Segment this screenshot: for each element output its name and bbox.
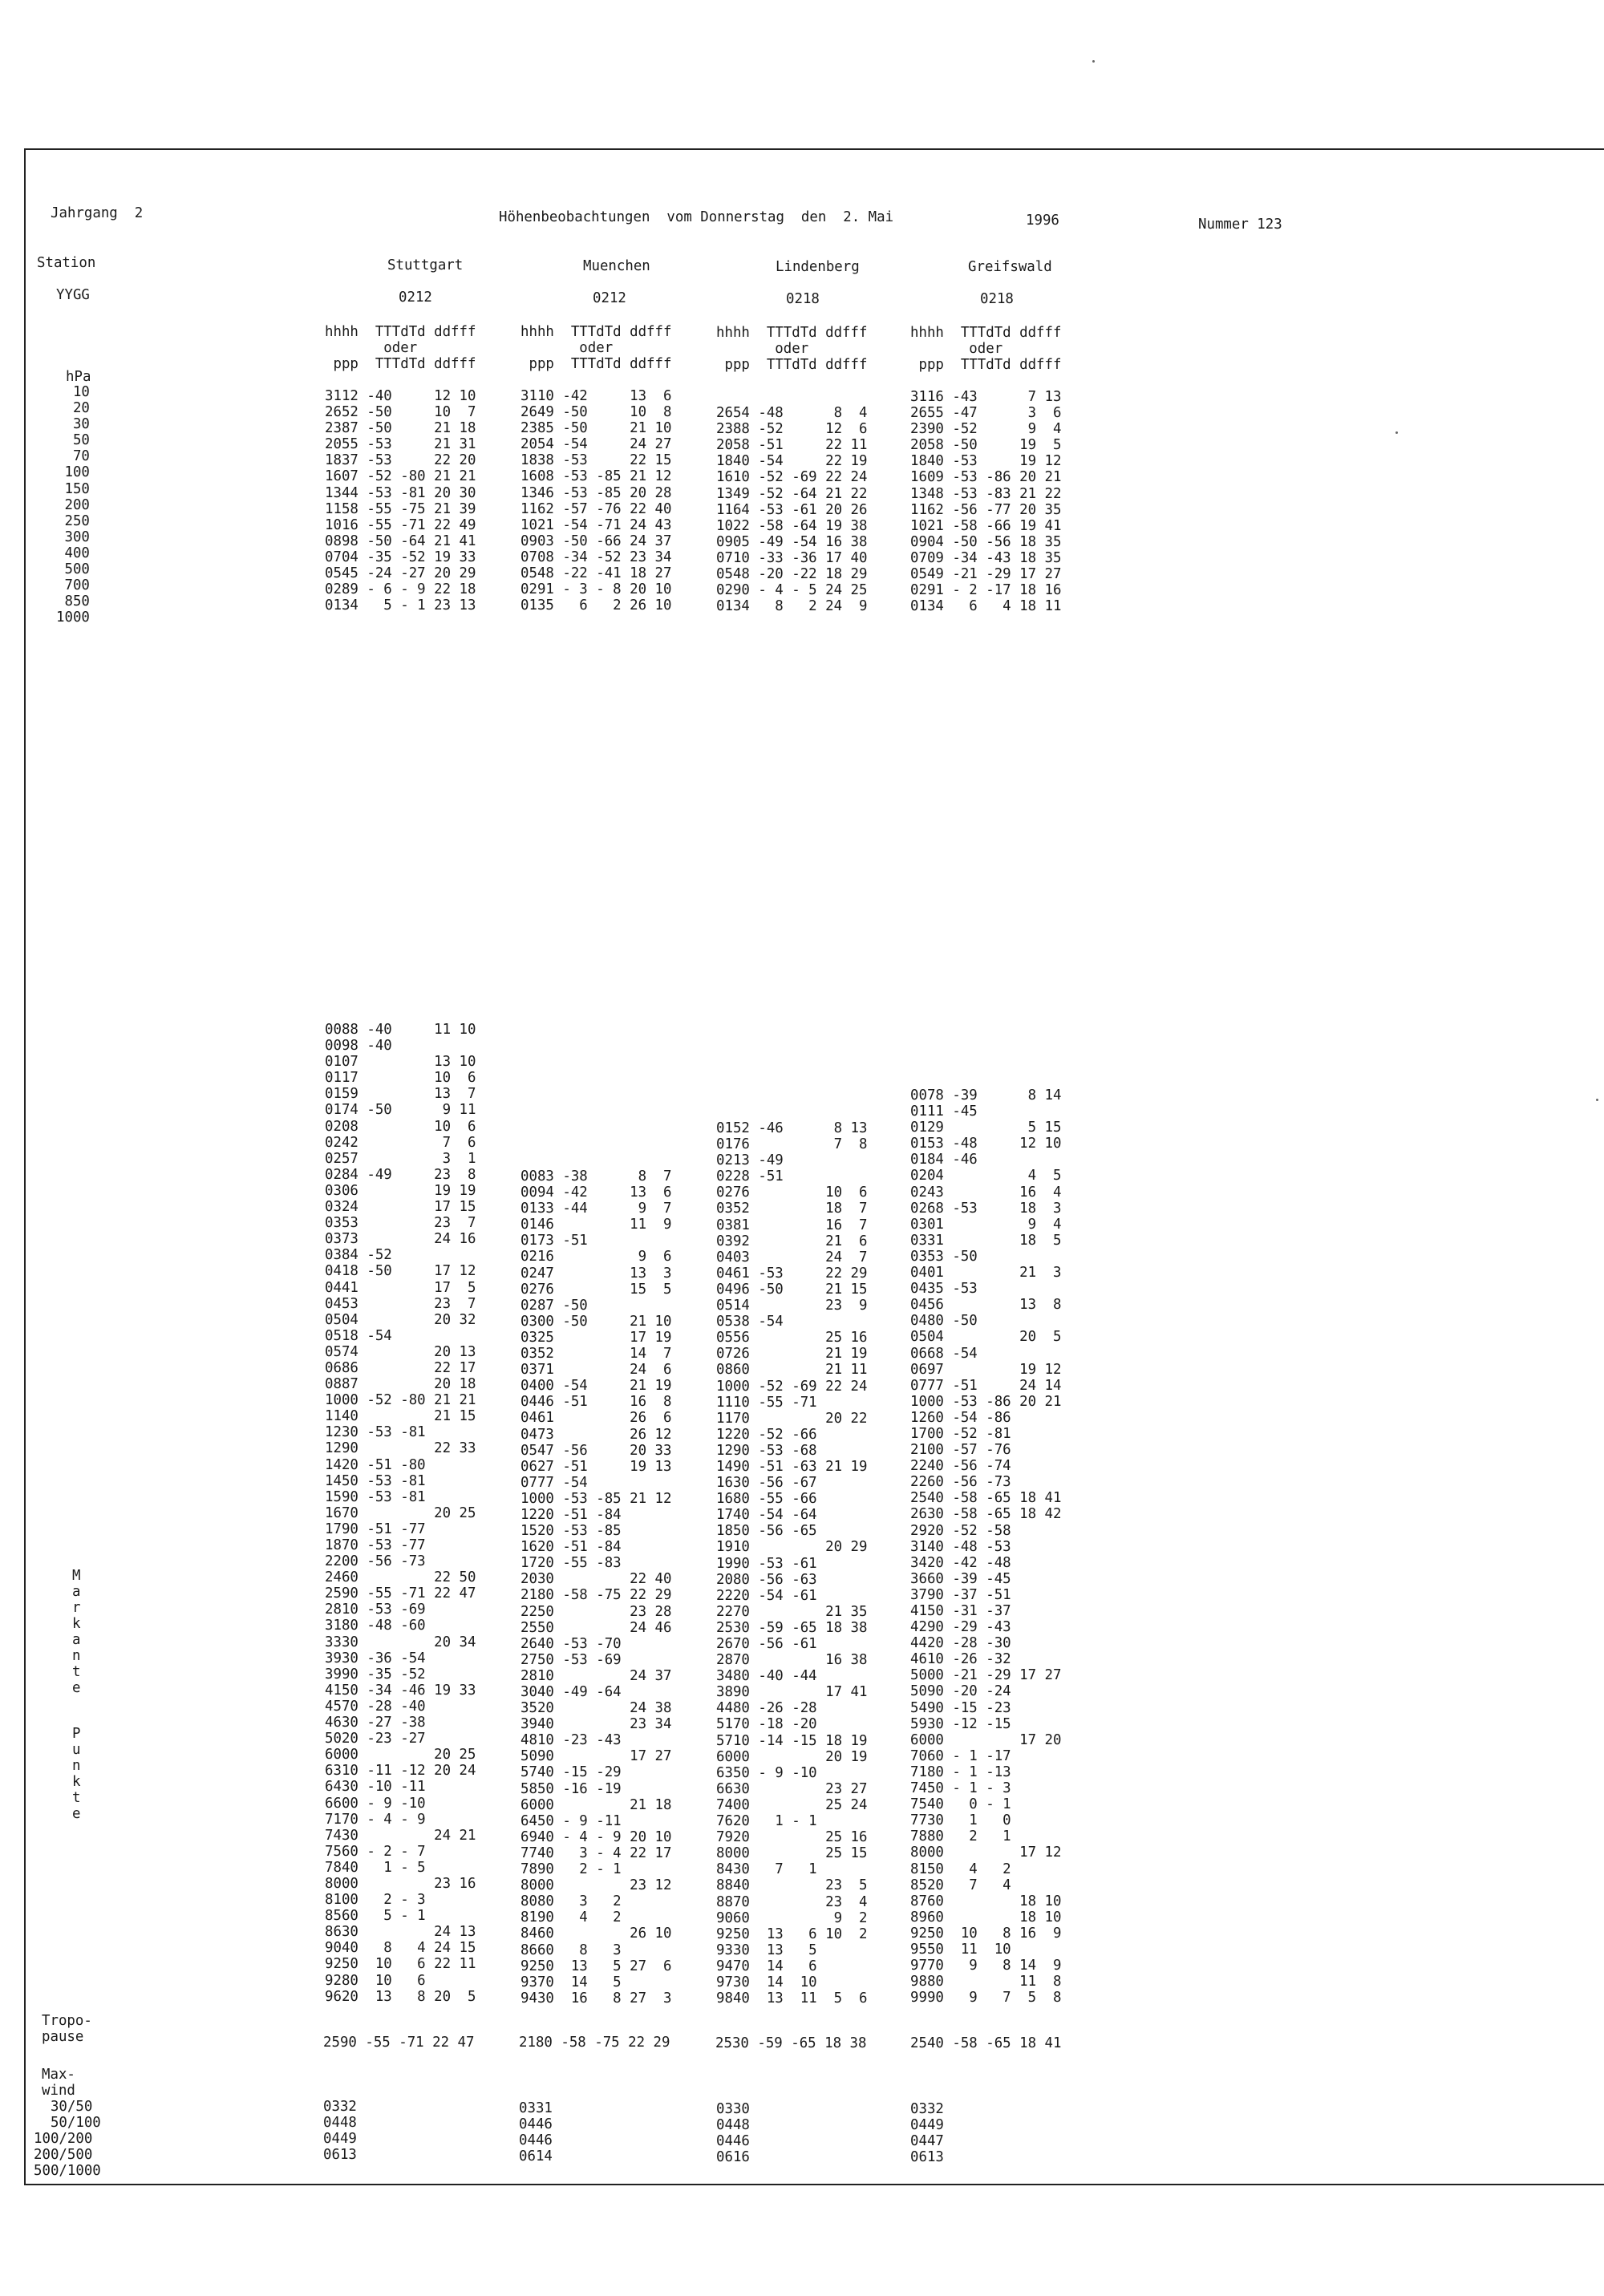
column-header-stuttgart: hhhh TTTdTd ddfff oder ppp TTTdTd ddfff: [325, 324, 476, 373]
yygg-stuttgart: 0212: [399, 290, 432, 306]
yygg-lindenberg: 0218: [786, 291, 820, 307]
significant-points-greifswald: 0078 -39 8 14 0111 -45 0129 5 15 0153 -48 12 10 0184 -46 0204 4 5 0243 16 4 0268 -53 18 3 0301 9 4 0331 18 5 0353 -50 0401 21 3 0435 -53 0456 13 8 0480 -50 0504 20 5 0668 -54 0697 19 12 0777 -51 24 14 1000 -53 -86 20 21 1260 -54 -86 1700 -52 -81 2100 -57 -76 2240 -56 -74 2260 -56 -73 2540 -58 -65 18 41 2630 -58 -65 18 42 2920 -52 -58 3140 -48 -53 3420 -42 -48 3660 -39 -45 3790 -37 -51 4150 -31 -37 4290 -29 -43 4420 -28 -30 4610 -26 -32 5000 -21 -29 17 27 5090 -20 -24 5490 -15 -23 5930 -12 -15 6000 17 20 7060 - 1 -17 7180 - 1 -13 7450 - 1 - 3 7540 0 - 1 7730 1 0 7880 2 1 8000 17 12 8150 4 2 8520 7 4 8760 18 10 8960 18 10 9250 10 8 16 9 9550 11 10 9770 9 8 14 9 9880 11 8 9990 9 7 5 8: [910, 1087, 1062, 2006]
column-header-muenchen: hhhh TTTdTd ddfff oder ppp TTTdTd ddfff: [520, 324, 672, 373]
station-label: Station: [37, 255, 96, 271]
standard-levels-stuttgart: 3112 -40 12 10 2652 -50 10 7 2387 -50 21 18 2055 -53 21 31 1837 -53 22 20 1607 -52 -80 21 21 1344 -53 -81 20 30 1158 -55 -75 21 39 1016 -55 -71 22 49 0898 -50 -64 21 41 0704 -35 -52 19 33 0545 -24 -27 20 29 0289 - 6 - 9 22 18 0134 5 - 1 23 13: [325, 388, 476, 614]
report-number: Nummer 123: [1198, 217, 1282, 233]
tropopause-stuttgart: 2590 -55 -71 22 47: [323, 2035, 475, 2051]
tropopause-muenchen: 2180 -58 -75 22 29: [519, 2035, 670, 2051]
significant-points-lindenberg: 0152 -46 8 13 0176 7 8 0213 -49 0228 -51 0276 10 6 0352 18 7 0381 16 7 0392 21 6 0403 24 7 0461 -53 22 29 0496 -50 21 15 0514 23 9 0538 -54 0556 25 16 0726 21 19 0860 21 11 1000 -52 -69 22 24 1110 -55 -71 1170 20 22 1220 -52 -66 1290 -53 -68 1490 -51 -63 21 19 1630 -56 -67 1680 -55 -66 1740 -54 -64 1850 -56 -65 1910 20 29 1990 -53 -61 2080 -56 -63 2220 -54 -61 2270 21 35 2530 -59 -65 18 38 2670 -56 -61 2870 16 38 3480 -40 -44 3890 17 41 4480 -26 -28 5170 -18 -20 5710 -14 -15 18 19 6000 20 19 6350 - 9 -10 6630 23 27 7400 25 24 7620 1 - 1 7920 25 16 8000 25 15 8430 7 1 8840 23 5 8870 23 4 9060 9 2 9250 13 6 10 2 9330 13 5 9470 14 6 9730 14 10 9840 13 11 5 6: [716, 1120, 868, 2007]
yygg-muenchen: 0212: [593, 290, 626, 306]
maxwind-greifswald: 0332 0449 0447 0613: [910, 2101, 944, 2166]
punkte-label: P u n k t e: [72, 1726, 81, 1822]
scan-speck: [1092, 60, 1095, 63]
station-name-greifswald: Greifswald: [968, 259, 1052, 275]
standard-levels-greifswald: 3116 -43 7 13 2655 -47 3 6 2390 -52 9 4 2058 -50 19 5 1840 -53 19 12 1609 -53 -86 20 21 1348 -53 -83 21 22 1162 -56 -77 20 35 1021 -58 -66 19 41 0904 -50 -56 18 35 0709 -34 -43 18 35 0549 -21 -29 17 27 0291 - 2 -17 18 16 0134 6 4 18 11: [910, 389, 1062, 615]
maxwind-label: Max- wind: [42, 2067, 75, 2100]
standard-levels-muenchen: 3110 -42 13 6 2649 -50 10 8 2385 -50 21 10 2054 -54 24 27 1838 -53 22 15 1608 -53 -85 21 12 1346 -53 -85 20 28 1162 -57 -76 22 40 1021 -54 -71 24 43 0903 -50 -66 24 37 0708 -34 -52 23 34 0548 -22 -41 18 27 0291 - 3 - 8 20 10 0135 6 2 26 10: [520, 388, 672, 614]
report-title: Höhenbeobachtungen vom Donnerstag den 2. Mai: [499, 209, 894, 225]
maxwind-levels: 30/50 50/100 100/200 200/500 500/1000: [34, 2099, 101, 2180]
tropopause-greifswald: 2540 -58 -65 18 41: [910, 2035, 1062, 2051]
scan-speck: [1395, 431, 1398, 434]
station-name-lindenberg: Lindenberg: [776, 259, 860, 275]
standard-levels-lindenberg: 2654 -48 8 4 2388 -52 12 6 2058 -51 22 11 1840 -54 22 19 1610 -52 -69 22 24 1349 -52 -64 21 22 1164 -53 -61 20 26 1022 -58 -64 19 38 0905 -49 -54 16 38 0710 -33 -36 17 40 0548 -20 -22 18 29 0290 - 4 - 5 24 25 0134 8 2 24 9: [716, 405, 868, 615]
column-header-greifswald: hhhh TTTdTd ddfff oder ppp TTTdTd ddfff: [910, 325, 1062, 374]
maxwind-lindenberg: 0330 0448 0446 0616: [716, 2101, 750, 2166]
hpa-label: hPa: [66, 369, 91, 385]
pressure-levels: 10 20 30 50 70 100 150 200 250 300 400 500 700 850 1000: [56, 384, 90, 626]
yygg-greifswald: 0218: [980, 291, 1014, 307]
report-year: 1996: [1026, 213, 1059, 229]
station-name-muenchen: Muenchen: [583, 258, 650, 274]
tropopause-lindenberg: 2530 -59 -65 18 38: [715, 2035, 867, 2051]
station-name-stuttgart: Stuttgart: [387, 257, 464, 273]
markante-label: M a r k a n t e: [72, 1568, 81, 1696]
maxwind-muenchen: 0331 0446 0446 0614: [519, 2100, 553, 2165]
significant-points-muenchen: 0083 -38 8 7 0094 -42 13 6 0133 -44 9 7 0146 11 9 0173 -51 0216 9 6 0247 13 3 0276 15 5 0287 -50 0300 -50 21 10 0325 17 19 0352 14 7 0371 24 6 0400 -54 21 19 0446 -51 16 8 0461 26 6 0473 26 12 0547 -56 20 33 0627 -51 19 13 0777 -54 1000 -53 -85 21 12 1220 -51 -84 1520 -53 -85 1620 -51 -84 1720 -55 -83 2030 22 40 2180 -58 -75 22 29 2250 23 28 2550 24 46 2640 -53 -70 2750 -53 -69 2810 24 37 3040 -49 -64 3520 24 38 3940 23 34 4810 -23 -43 5090 17 27 5740 -15 -29 5850 -16 -19 6000 21 18 6450 - 9 -11 6940 - 4 - 9 20 10 7740 3 - 4 22 17 7890 2 - 1 8000 23 12 8080 3 2 8190 4 2 8460 26 10 8660 8 3 9250 13 5 27 6 9370 14 5 9430 16 8 27 3: [520, 1168, 672, 2006]
scan-speck: [1596, 1099, 1598, 1101]
column-header-lindenberg: hhhh TTTdTd ddfff oder ppp TTTdTd ddfff: [716, 325, 868, 374]
significant-points-stuttgart: 0088 -40 11 10 0098 -40 0107 13 10 0117 10 6 0159 13 7 0174 -50 9 11 0208 10 6 0242 7 6 0257 3 1 0284 -49 23 8 0306 19 19 0324 17 15 0353 23 7 0373 24 16 0384 -52 0418 -50 17 12 0441 17 5 0453 23 7 0504 20 32 0518 -54 0574 20 13 0686 22 17 0887 20 18 1000 -52 -80 21 21 1140 21 15 1230 -53 -81 1290 22 33 1420 -51 -80 1450 -53 -81 1590 -53 -81 1670 20 25 1790 -51 -77 1870 -53 -77 2200 -56 -73 2460 22 50 2590 -55 -71 22 47 2810 -53 -69 3180 -48 -60 3330 20 34 3930 -36 -54 3990 -35 -52 4150 -34 -46 19 33 4570 -28 -40 4630 -27 -38 5020 -23 -27 6000 20 25 6310 -11 -12 20 24 6430 -10 -11 6600 - 9 -10 7170 - 4 - 9 7430 24 21 7560 - 2 - 7 7840 1 - 5 8000 23 16 8100 2 - 3 8560 5 - 1 8630 24 13 9040 8 4 24 15 9250 10 6 22 11 9280 10 6 9620 13 8 20 5: [325, 1022, 476, 2005]
tropopause-label: Tropo- pause: [42, 2013, 92, 2046]
yygg-label: YYGG: [56, 287, 90, 303]
maxwind-stuttgart: 0332 0448 0449 0613: [323, 2099, 357, 2164]
jahrgang: Jahrgang 2: [51, 205, 144, 221]
